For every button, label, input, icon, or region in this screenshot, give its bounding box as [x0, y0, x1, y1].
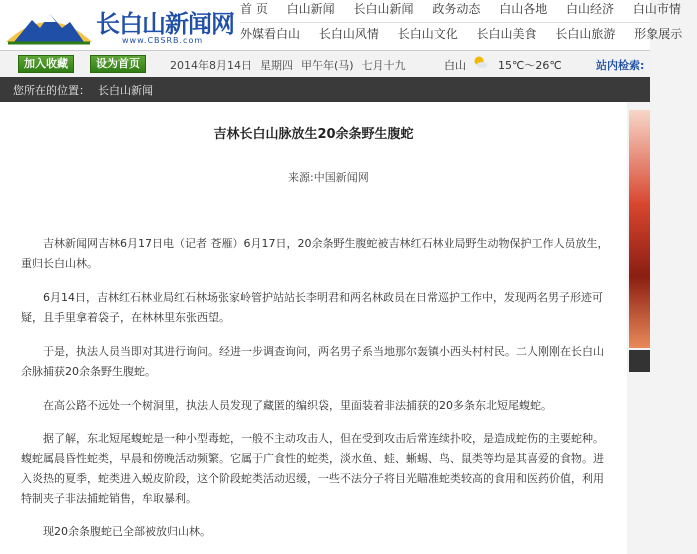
- info-toolbar: [0, 50, 650, 78]
- nav-item-foreign-media[interactable]: 外媒看白山: [240, 27, 301, 41]
- sun-cloud-icon: [472, 55, 488, 69]
- side-banner-ad[interactable]: [629, 110, 650, 348]
- nav-divider: [240, 22, 650, 23]
- nav-item-baishan-economy[interactable]: 白山经济: [566, 2, 615, 16]
- lunar-year-text: 甲午年(马): [301, 59, 354, 72]
- article-paragraph: 在高公路不远处一个树洞里，执法人员发现了藏匿的编织袋，里面装着非法捕获的20多条东北短尾蝮蛇。: [43, 399, 552, 412]
- site-search-label[interactable]: 站内检索:: [596, 59, 645, 72]
- weather-city: 白山: [444, 59, 466, 72]
- article-source: 来源:中国新闻网: [288, 171, 369, 184]
- nav-item-culture[interactable]: 长白山文化: [397, 27, 458, 41]
- add-favorite-button[interactable]: 加入收藏: [18, 55, 74, 73]
- article-paragraph: 据了解，东北短尾蝮蛇是一种小型毒蛇，一般不主动攻击人，但在受到攻击后常连续扑咬，是造成蛇伤的主要蛇种。蝮蛇属晨昏性蛇类，早晨和傍晚活动频繁。它属于广食性的蛇类，淡水鱼、蛙、蜥蜴、鸟、鼠类等均是其喜爱的食物。进入炎热的夏季，蛇类进入蜕皮阶段，这个阶段蛇类活动迟缓，一些不法分子将目光瞄准蛇类较高的食用和医药价值，利用特制夹子非法捕蛇销售，牟取暴利。: [21, 432, 604, 505]
- article-paragraph: 现20余条腹蛇已全部被放归山林。: [43, 525, 211, 538]
- nav-item-city-info[interactable]: 白山市情: [632, 2, 681, 16]
- site-logo[interactable]: [4, 2, 236, 48]
- nav-item-tourism[interactable]: 长白山旅游: [555, 27, 616, 41]
- main-nav: [240, 0, 683, 50]
- nav-item-food[interactable]: 长白山美食: [476, 27, 537, 41]
- date-display: [170, 57, 414, 73]
- article-paragraph: 吉林新闻网吉林6月17日电（记者 苍雁）6月17日，20余条野生腹蛇被吉林红石林业局野生动物保护工作人员放生，重归长白山林。: [21, 237, 609, 270]
- breadcrumb-current[interactable]: 长白山新闻: [98, 84, 153, 97]
- nav-item-changbaishan-news[interactable]: 长白山新闻: [353, 2, 414, 16]
- nav-item-home[interactable]: 首 页: [240, 2, 268, 16]
- nav-item-scenery[interactable]: 长白山风情: [318, 27, 379, 41]
- nav-row-primary: [240, 0, 696, 20]
- breadcrumb: [0, 77, 650, 102]
- side-dark-strip: [629, 350, 650, 372]
- nav-item-baishan-regions[interactable]: 白山各地: [499, 2, 548, 16]
- article-paragraph: 于是，执法人员当即对其进行询问。经进一步调查询问，两名男子系当地那尔轰镇小西头村村民。二人刚刚在长白山余脉捕获20余条野生腹蛇。: [21, 345, 604, 378]
- mountain-logo-icon: [4, 2, 94, 48]
- article-body: [0, 102, 627, 554]
- site-header: [0, 0, 683, 50]
- article-title: 吉林长白山脉放生20余条野生腹蛇: [213, 127, 414, 142]
- logo-url: www.CBSRB.com: [122, 36, 204, 45]
- temperature: 15℃～26℃: [498, 59, 562, 72]
- nav-item-image[interactable]: 形象展示: [634, 27, 683, 41]
- date-text: 2014年8月14日: [170, 59, 252, 72]
- article-paragraph: 6月14日，吉林红石林业局红石林场张家岭管护站站长李明君和两名林政员在日常巡护工作中，发现两名男子形迹可疑，且手里拿着袋子，在林林里东张西望。: [21, 291, 603, 324]
- right-sidebar: [627, 102, 650, 554]
- nav-item-baishan-news[interactable]: 白山新闻: [286, 2, 335, 16]
- breadcrumb-prefix: 您所在的位置：: [13, 84, 90, 97]
- weekday-text: 星期四: [260, 59, 293, 72]
- lunar-date-text: 七月十九: [361, 59, 406, 72]
- nav-row-secondary: [240, 25, 697, 45]
- nav-item-government[interactable]: 政务动态: [432, 2, 481, 16]
- logo-text: 长白山新闻网: [96, 9, 234, 38]
- set-homepage-button[interactable]: 设为首页: [90, 55, 146, 73]
